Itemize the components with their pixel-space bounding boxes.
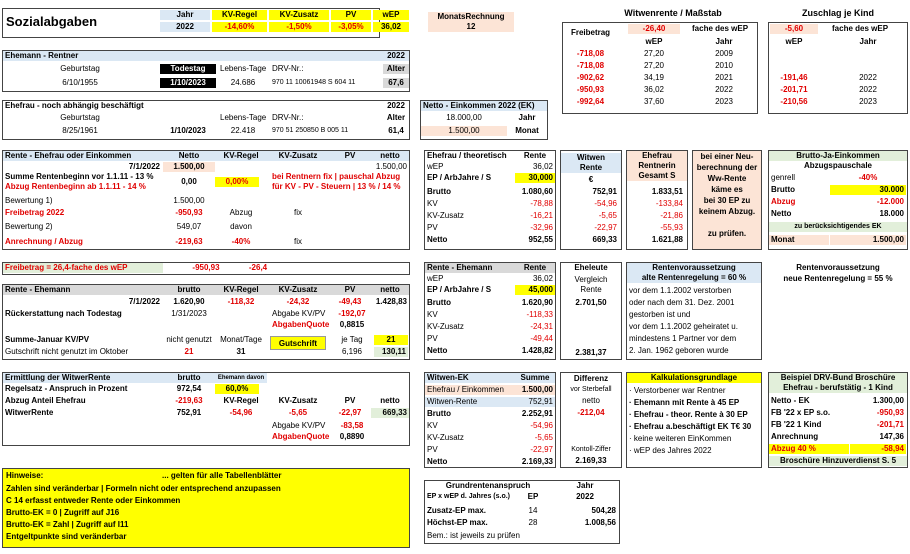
theor-title: Ehefrau / theoretisch (427, 151, 507, 160)
witwen-rente-val: 669,33 (592, 235, 617, 244)
rer-col-rente: Rente (515, 263, 555, 273)
ehefrau-geb[interactable]: 8/25/1961 (62, 126, 98, 135)
rentenvoraus-right2: neue Rentenregelung = 55 % (783, 274, 893, 283)
netto-ek-jahr-label: Jahr (518, 113, 536, 122)
witwer-abzug-label: Abzug Anteil Ehefrau (5, 396, 86, 405)
gutschrift-button[interactable]: Gutschrift (270, 336, 326, 350)
neuberechnung-line: bei 30 EP zu (703, 196, 751, 205)
rente-fix2: fix (294, 237, 302, 246)
hinweise-line: Brutto-EK = 0 | Zugriff auf J16 (6, 508, 120, 517)
witwer-col-netto: netto (380, 396, 400, 405)
kalk-line: · Ehefrau - theor. Rente à 30 EP (629, 410, 748, 419)
rente-anr-label: Anrechnung / Abzug (5, 237, 83, 246)
rer-row-label: KV (427, 310, 438, 319)
rente-anr-pct: -40% (231, 237, 251, 246)
rente-abzug-label: Abzug (229, 208, 253, 217)
brutto-ja-row-label: Brutto (771, 185, 795, 194)
beispiel-row-label: Abzug 40 % (769, 444, 849, 454)
brutto-ja-genrell: genrell (771, 173, 796, 182)
grund-sub: EP x wEP d. Jahres (s.o.) (427, 493, 510, 500)
rente-anr: -219,63 (175, 237, 203, 246)
rente-col-kvregel: KV-Regel (215, 151, 267, 161)
witwen-rente-val: -22,97 (594, 223, 617, 232)
zk-row-val: -201,71 (780, 85, 808, 94)
rer-row-label: PV (427, 334, 438, 343)
re-gut-monat: 31 (236, 347, 246, 356)
wr-row-jahr: 2023 (715, 97, 733, 106)
ehefrau-alter-label: Alter (386, 113, 406, 122)
witwer-wr-kvz: -5,65 (288, 408, 308, 417)
kalk-line: · wEP des Jahres 2022 (629, 446, 712, 455)
header-col-pv: PV (331, 10, 371, 20)
beispiel-row-val: -58,94 (850, 444, 906, 454)
re-rueck-label: Rückerstattung nach Todestag (5, 309, 122, 318)
header-val-kvregel[interactable]: -14,60% (212, 22, 267, 32)
wr-top-label: fache des wEP (692, 24, 749, 33)
re-date: 7/1/2022 (128, 297, 160, 306)
kalk-title: Kalkulationsgrundlage (627, 373, 761, 383)
zk-row-jahr: 2022 (859, 73, 877, 82)
witwen-ek-row-val: -5,65 (534, 433, 553, 442)
grund-col-ep: EP (527, 492, 539, 501)
brutto-ja-row-label: Netto (771, 209, 792, 218)
rentenvoraus-line: gestorben ist und (629, 310, 691, 319)
theor-euro: € (588, 175, 594, 184)
zk-top-label: fache des wEP (832, 24, 889, 33)
freibetrag-label: Freibetrag (570, 28, 611, 37)
netto-ek-monat-label: Monat (515, 126, 539, 135)
brutto-ja-row-val: -12.000 (876, 197, 904, 206)
rente-davon1: davon (230, 222, 252, 231)
beispiel-title1: Beispiel DRV-Bund Broschüre (769, 373, 907, 383)
witwen-rente-val: -5,65 (598, 211, 617, 220)
theor-ep[interactable]: 30,000 (515, 173, 555, 183)
witwer-title: Ermittlung der WitwerRente (3, 373, 163, 383)
hinweise-line: Brutto-EK = Zahl | Zugriff auf I11 (6, 520, 129, 529)
witwer-abgabe: -83,58 (340, 421, 364, 430)
rer-row-val: -118,33 (526, 310, 553, 319)
beispiel-row-label: FB '22 1 Kind (771, 420, 822, 429)
witwer-col-pv: PV (344, 396, 356, 405)
witwen-rente-val: -54,96 (594, 199, 617, 208)
theor-row-label: KV-Zusatz (427, 211, 464, 220)
ehemann-alter: 67,6 (383, 78, 409, 88)
witwer-regel-label: Regelsatz - Anspruch in Prozent (5, 384, 128, 393)
ehemann-geb[interactable]: 6/10/1955 (62, 78, 98, 87)
rente-l2: Abzug Rentenbeginn ab 1.1.11 - 14 % (5, 182, 146, 191)
witwenrente-title: Witwenrente / Maßstab (624, 8, 722, 18)
witwen-rente-l1: Witwen (561, 153, 621, 163)
rente-bew1-label: Bewertung 1) (5, 196, 53, 205)
rente-bew2: 549,07 (176, 222, 202, 231)
differenz-title: Differenz (573, 374, 609, 383)
re-pv: -49,43 (338, 297, 362, 306)
re-gut-label: Gutschrift nicht genutzt im Oktober (5, 347, 129, 356)
grund-r1-val: 504,28 (591, 506, 616, 515)
witwer-regel-v: 972,54 (176, 384, 202, 393)
neuberechnung-line: keinem Abzug. (698, 207, 756, 216)
beispiel-row-label: Netto - EK (771, 396, 810, 405)
rentenvoraus-line: mindestens 1 Partner vor dem (629, 334, 737, 343)
theor-wep-label: wEP (427, 162, 444, 171)
witwen-ek-row-val: 2.169,33 (521, 457, 553, 466)
witwen-ek-row-val: -22,97 (530, 445, 553, 454)
wr-row-freibetrag: -992,64 (576, 97, 605, 106)
rer-row-val: -24,31 (530, 322, 553, 331)
witwen-ek-row-label: Ehefrau / Einkommen (425, 385, 515, 395)
theor-row-val: -78,88 (530, 199, 553, 208)
rente-bew1: 1.500,00 (173, 196, 205, 205)
re-abgabe-label: Abgabe KV/PV (272, 309, 326, 318)
ehemann-lebens: 24.686 (230, 78, 256, 87)
rente-date: 7/1/2022 (128, 162, 160, 171)
wr-col-jahr: Jahr (715, 37, 733, 46)
rente-note1: bei Rentnern fix | pauschal Abzug (272, 172, 401, 181)
ehemann-title: Ehemann - Rentner (3, 51, 383, 61)
monats-value[interactable]: 12 (428, 22, 514, 32)
zk-top-val[interactable]: -5,60 (770, 24, 818, 34)
neuberechnung-line: bei einer Neu- (700, 152, 754, 161)
rentnerin-l2: Rentnerin (627, 161, 687, 171)
witwer-ehemann-davon: Ehemann davon (215, 373, 267, 383)
rentnerin-val: -21,86 (660, 211, 683, 220)
re-kvzusatz: -24,32 (286, 297, 310, 306)
re-abgabe: -192,07 (338, 309, 366, 318)
theor-row-label: Netto (427, 235, 448, 244)
rente-v2[interactable]: 0,00% (215, 177, 259, 187)
ehefrau-title: Ehefrau - noch abhängig beschäftigt (5, 101, 144, 110)
grund-r2-ep: 28 (528, 518, 538, 527)
ehemann-drv[interactable]: 970 11 10061948 S 604 11 (272, 79, 356, 86)
witwer-wr-kv: -54,96 (229, 408, 253, 417)
witwen-ek-row-label: KV (427, 421, 438, 430)
zk-row-val: -210,56 (780, 97, 808, 106)
rente-v1: 0,00 (181, 177, 197, 186)
witwen-ek-title: Witwen-EK (425, 373, 515, 383)
rente-netto-val[interactable]: 1.500,00 (163, 162, 215, 172)
theor-row-val: 1.080,60 (521, 187, 553, 196)
rentenvoraus-right1: Rentenvoraussetzung (796, 263, 880, 272)
rente-bew2-label: Bewertung 2) (5, 222, 53, 231)
brutto-ja-monat-val: 1.500,00 (830, 235, 906, 245)
re-jetag-label: je Tag (341, 335, 363, 344)
rentnerin-val: -55,93 (660, 223, 683, 232)
rer-row-val: -49,44 (530, 334, 553, 343)
header-val-wep[interactable]: 36,02 (373, 22, 409, 32)
brutto-ja-sub: Abzugspauschale (803, 161, 872, 170)
header-col-kvzusatz: KV-Zusatz (269, 10, 329, 20)
re-quote-label: AbgabenQuote (272, 320, 330, 329)
wr-row-jahr: 2021 (715, 73, 733, 82)
ehefrau-drv-label: DRV-Nr.: (272, 113, 304, 122)
theor-row-val: 952,55 (528, 235, 553, 244)
ehemann-geb-label: Geburtstag (60, 64, 100, 73)
re-jetag[interactable]: 21 (374, 335, 408, 345)
ehefrau-drv[interactable]: 970 51 250850 B 005 11 (272, 127, 349, 134)
re-col-brutto: brutto (163, 285, 215, 295)
theor-row-val: -32,96 (530, 223, 553, 232)
re-gut-v2: 130,11 (374, 347, 408, 357)
witwen-ek-row-label: Netto (427, 457, 448, 466)
rentnerin-val: -133,84 (655, 199, 683, 208)
wr-row-jahr: 2010 (715, 61, 733, 70)
rentenvoraus-line: vor dem 1.1.2002 geheiratet u. (629, 322, 738, 331)
witwen-rente-val: 752,91 (592, 187, 617, 196)
rer-ep-label: EP / ArbJahre / S (427, 285, 492, 294)
re-col-kvregel: KV-Regel (215, 285, 267, 295)
witwen-ek-row-label: Witwen-Rente (425, 397, 515, 407)
differenz-k2: 2.169,33 (575, 456, 607, 465)
ehemann-todestag[interactable]: 1/10/2023 (160, 78, 216, 88)
witwer-regel-pct[interactable]: 60,0% (215, 384, 259, 394)
rentnerin-l3: Gesamt S (627, 171, 687, 181)
rente-frei: -950,93 (175, 208, 203, 217)
wr-row-freibetrag: -902,62 (576, 73, 605, 82)
kalk-line: · Ehefrau a.beschäftigt EK T€ 30 (629, 422, 752, 431)
eheleute-v2: 2.381,37 (575, 348, 607, 357)
brutto-ja-pct: -40% (858, 173, 878, 182)
ehemann-year: 2022 (383, 51, 409, 61)
rer-row-label: Brutto (427, 298, 451, 307)
rente-col-netto: Netto (163, 151, 215, 161)
rente-fix1: fix (294, 208, 302, 217)
ehemann-alter-label: Alter (383, 64, 409, 74)
zk-row-jahr: 2023 (859, 97, 877, 106)
brutto-ja-row-val[interactable]: 30.000 (830, 185, 906, 195)
witwen-ek-row-label: PV (427, 445, 438, 454)
witwer-wr-brutto: 752,91 (176, 408, 202, 417)
witwen-ek-row-val: -54,96 (530, 421, 553, 430)
eheleute-title: Eheleute (574, 263, 608, 272)
eheleute-sub1: Vergleich (574, 275, 608, 284)
re-col-pv: PV (329, 285, 371, 295)
witwen-ek-row-label: Brutto (427, 409, 451, 418)
zk-col-wep: wEP (785, 37, 803, 46)
ehefrau-stichtag: 1/10/2023 (170, 126, 206, 135)
witwen-ek-row-label: KV-Zusatz (427, 433, 464, 442)
re-col-kvzusatz: KV-Zusatz (267, 285, 329, 295)
netto-ek-label: Netto - Einkommen 2022 (EK) (421, 101, 547, 111)
header-col-kvregel: KV-Regel (212, 10, 267, 20)
grund-col-year: 2022 (576, 492, 594, 501)
rer-title: Rente - Ehemann (425, 263, 515, 273)
wr-top-val[interactable]: -26,40 (628, 24, 680, 34)
re-nicht-label: nicht genutzt (166, 335, 212, 344)
witwer-abzug: -219,63 (175, 396, 203, 405)
witwer-wr-label: WitwerRente (5, 408, 54, 417)
re-kvregel: -118,32 (227, 297, 255, 306)
netto-ek-monat-val: 1.500,00 (421, 126, 507, 136)
page-title: Sozialabgaben (6, 14, 98, 29)
rer-ep[interactable]: 45,000 (515, 285, 555, 295)
rente-col-kvzusatz: KV-Zusatz (267, 151, 329, 161)
ehefrau-year: 2022 (387, 101, 405, 110)
hinweise-title2: ... gelten für alle Tabellenblätter (162, 471, 282, 480)
re-col-netto: netto (371, 285, 409, 295)
grund-r2-val: 1.008,56 (584, 518, 616, 527)
eheleute-sub2: Rente (580, 285, 602, 294)
rentnerin-l1: Ehefrau (627, 151, 687, 161)
rente-netto2-val: 1.500,00 (375, 162, 407, 171)
rentnerin-val: 1.621,88 (651, 235, 683, 244)
ehefrau-alter: 61,4 (388, 126, 404, 135)
neuberechnung-line: Ww-Rente (707, 174, 747, 183)
beispiel-row-val: 1.300,00 (872, 396, 904, 405)
rer-row-val: 1.620,90 (521, 298, 553, 307)
witwen-rente-l2: Rente (561, 163, 621, 173)
rente-col-pv: PV (329, 151, 371, 161)
beispiel-row-val: 147,36 (879, 432, 904, 441)
ehemann-todestag-label: Todestag (160, 64, 216, 74)
beispiel-row-val: -201,71 (876, 420, 904, 429)
freibetrag-line-v1: -950,93 (192, 263, 220, 272)
differenz-sub2: netto (582, 396, 600, 405)
freibetrag-line-label: Freibetrag = 26,4-fache des wEP (3, 263, 163, 273)
wr-row-wep: 27,20 (643, 49, 665, 58)
witwer-quote: 0,8890 (339, 432, 365, 441)
brutto-ja-row-label: Abzug (771, 197, 796, 206)
witwer-wr-netto: 669,33 (371, 408, 409, 418)
re-gut-nicht: 21 (184, 347, 194, 356)
kalk-line: · keine weiteren EinKommen (629, 434, 732, 443)
theor-col-rente: Rente (523, 151, 547, 160)
rentenvoraus-line: oder nach dem 31. Dez. 2001 (629, 298, 735, 307)
witwen-ek-row-val: 752,91 (515, 397, 555, 407)
rer-row-val: 1.428,82 (521, 346, 553, 355)
ehemann-drv-label: DRV-Nr.: (272, 64, 304, 73)
hinweise-line: Zahlen sind veränderbar | Formeln nicht oder entsprechend anzupassen (6, 484, 281, 493)
ehefrau-lebens-label: Lebens-Tage (220, 113, 267, 122)
wr-row-wep: 37,60 (643, 97, 665, 106)
rente-frei-label: Freibetrag 2022 (5, 208, 65, 217)
header-col-jahr: Jahr (160, 10, 210, 20)
rentenvoraus-line: 2. Jan. 1962 geboren wurde (629, 346, 729, 355)
beispiel-title2: Ehefrau - berufstätig - 1 Kind (769, 383, 907, 393)
wr-row-wep: 36,02 (643, 85, 665, 94)
theor-row-val: -16,21 (530, 211, 553, 220)
zk-col-jahr: Jahr (859, 37, 877, 46)
witwer-abgabe-label: Abgabe KV/PV (272, 421, 326, 430)
witwer-col-brutto: brutto (163, 373, 215, 383)
ehefrau-geb-label: Geburtstag (60, 113, 100, 122)
kalk-line: · Verstorbener war Rentner (629, 386, 726, 395)
wr-row-freibetrag: -718,08 (576, 61, 605, 70)
rentnerin-val: 1.833,51 (651, 187, 683, 196)
witwer-wr-pv: -22,97 (338, 408, 362, 417)
re-monat-label: Monat/Tage (220, 335, 262, 344)
theor-row-label: PV (427, 223, 438, 232)
theor-ep-label: EP / ArbJahre / S (427, 173, 492, 182)
differenz-sub1: vor Sterbefall (570, 386, 612, 393)
neuberechnung-line: käme es (711, 185, 743, 194)
wr-row-freibetrag: -950,93 (576, 85, 605, 94)
beispiel-footer: Broschüre Hinzuverdienst S. 5 (769, 456, 907, 466)
rer-wep-label: wEP (427, 274, 444, 283)
rente-note2: für KV - PV - Steuern | 13 % / 14 % (272, 182, 401, 191)
witwer-quote-label: AbgabenQuote (272, 432, 330, 441)
hinweise-line: Entgeltpunkte sind veränderbar (6, 532, 127, 541)
zuschlag-title: Zuschlag je Kind (801, 8, 874, 18)
re-gut-v1: 6,196 (341, 347, 363, 356)
rentenvoraus-line: vor dem 1.1.2002 verstorben (629, 286, 732, 295)
beispiel-row-label: FB '22 x EP s.o. (771, 408, 831, 417)
witwer-col-kvzusatz: KV-Zusatz (278, 396, 318, 405)
rer-wep: 36,02 (532, 274, 553, 283)
rer-row-label: KV-Zusatz (427, 322, 464, 331)
ehemann-lebens-label: Lebens-Tage (220, 64, 267, 73)
theor-wep: 36,02 (532, 162, 553, 171)
rentenvoraus-title1: Rentenvoraussetzung (627, 263, 761, 273)
witwen-ek-row-val: 2.252,91 (521, 409, 553, 418)
hinweise-line: C 14 erfasst entweder Rente oder Einkommen (6, 496, 181, 505)
grund-title: Grundrentenanspruch (445, 481, 531, 490)
wr-row-wep: 27,20 (643, 61, 665, 70)
rentenvoraus-title2: alte Rentenregelung = 60 % (627, 273, 761, 283)
brutto-ja-row-val: 18.000 (879, 209, 904, 218)
re-brutto[interactable]: 1.620,90 (173, 297, 205, 306)
freibetrag-line-v2: -26,4 (248, 263, 268, 272)
witwen-ek-col-summe: Summe (515, 373, 555, 383)
brutto-ja-zu-label: zu berücksichtigendes EK (769, 222, 907, 232)
theor-row-label: Brutto (427, 187, 451, 196)
rente-col-netto2: netto (371, 151, 409, 161)
zk-row-jahr: 2022 (859, 85, 877, 94)
header-val-jahr[interactable]: 2022 (160, 22, 210, 32)
re-summe-label: Summe-Januar KV/PV (5, 335, 90, 344)
eheleute-v1: 2.701,50 (575, 298, 607, 307)
header-val-kvzusatz[interactable]: -1,50% (269, 22, 329, 32)
theor-row-label: KV (427, 199, 438, 208)
neuberechnung-line: berechnung der (696, 163, 758, 172)
brutto-ja-title: Brutto-Ja-Einkommen (769, 151, 907, 161)
header-col-wep: wEP (373, 10, 409, 20)
zk-row-val: -191,46 (780, 73, 808, 82)
wr-col-wep: wEP (645, 37, 663, 46)
rente-ehemann-title: Rente - Ehemann (3, 285, 163, 295)
brutto-ja-monat-label: Monat (769, 235, 829, 245)
kalk-line: · Ehemann mit Rente à 45 EP (629, 398, 740, 407)
grund-r1-ep: 14 (528, 506, 538, 515)
wr-row-wep: 34,19 (643, 73, 665, 82)
beispiel-row-label: Anrechnung (771, 432, 819, 441)
header-val-pv[interactable]: -3,05% (331, 22, 371, 32)
re-netto: 1.428,83 (375, 297, 407, 306)
rente-l1: Summe Rentenbeginn vor 1.1.11 - 13 % (5, 172, 154, 181)
hinweise-title: Hinweise: (6, 471, 44, 480)
ehefrau-lebens: 22.418 (230, 126, 256, 135)
grund-r2-label: Höchst-EP max. (427, 518, 488, 527)
grund-r1-label: Zusatz-EP max. (427, 506, 486, 515)
netto-ek-jahr-val: 18.000,00 (446, 113, 482, 122)
differenz-val: -212,04 (577, 408, 605, 417)
monats-label: MonatsRechnung (428, 12, 514, 22)
differenz-k1: Kontoll-Ziffer (571, 446, 611, 453)
wr-row-jahr: 2022 (715, 85, 733, 94)
beispiel-row-val: -950,93 (876, 408, 904, 417)
neuberechnung-line: zu prüfen. (707, 229, 747, 238)
grund-bem: Bem.: ist jeweils zu prüfen (427, 531, 520, 540)
witwen-ek-row-val: 1.500,00 (515, 385, 555, 395)
wr-row-freibetrag: -718,08 (576, 49, 605, 58)
wr-row-jahr: 2009 (715, 49, 733, 58)
re-rueck-date: 1/31/2023 (171, 309, 207, 318)
rente-block-title: Rente - Ehefrau oder Einkommen (3, 151, 163, 161)
rer-row-label: Netto (427, 346, 448, 355)
grund-col-jahr: Jahr (576, 481, 594, 490)
witwer-col-kvregel: KV-Regel (223, 396, 259, 405)
re-quote: 0,8815 (339, 320, 365, 329)
